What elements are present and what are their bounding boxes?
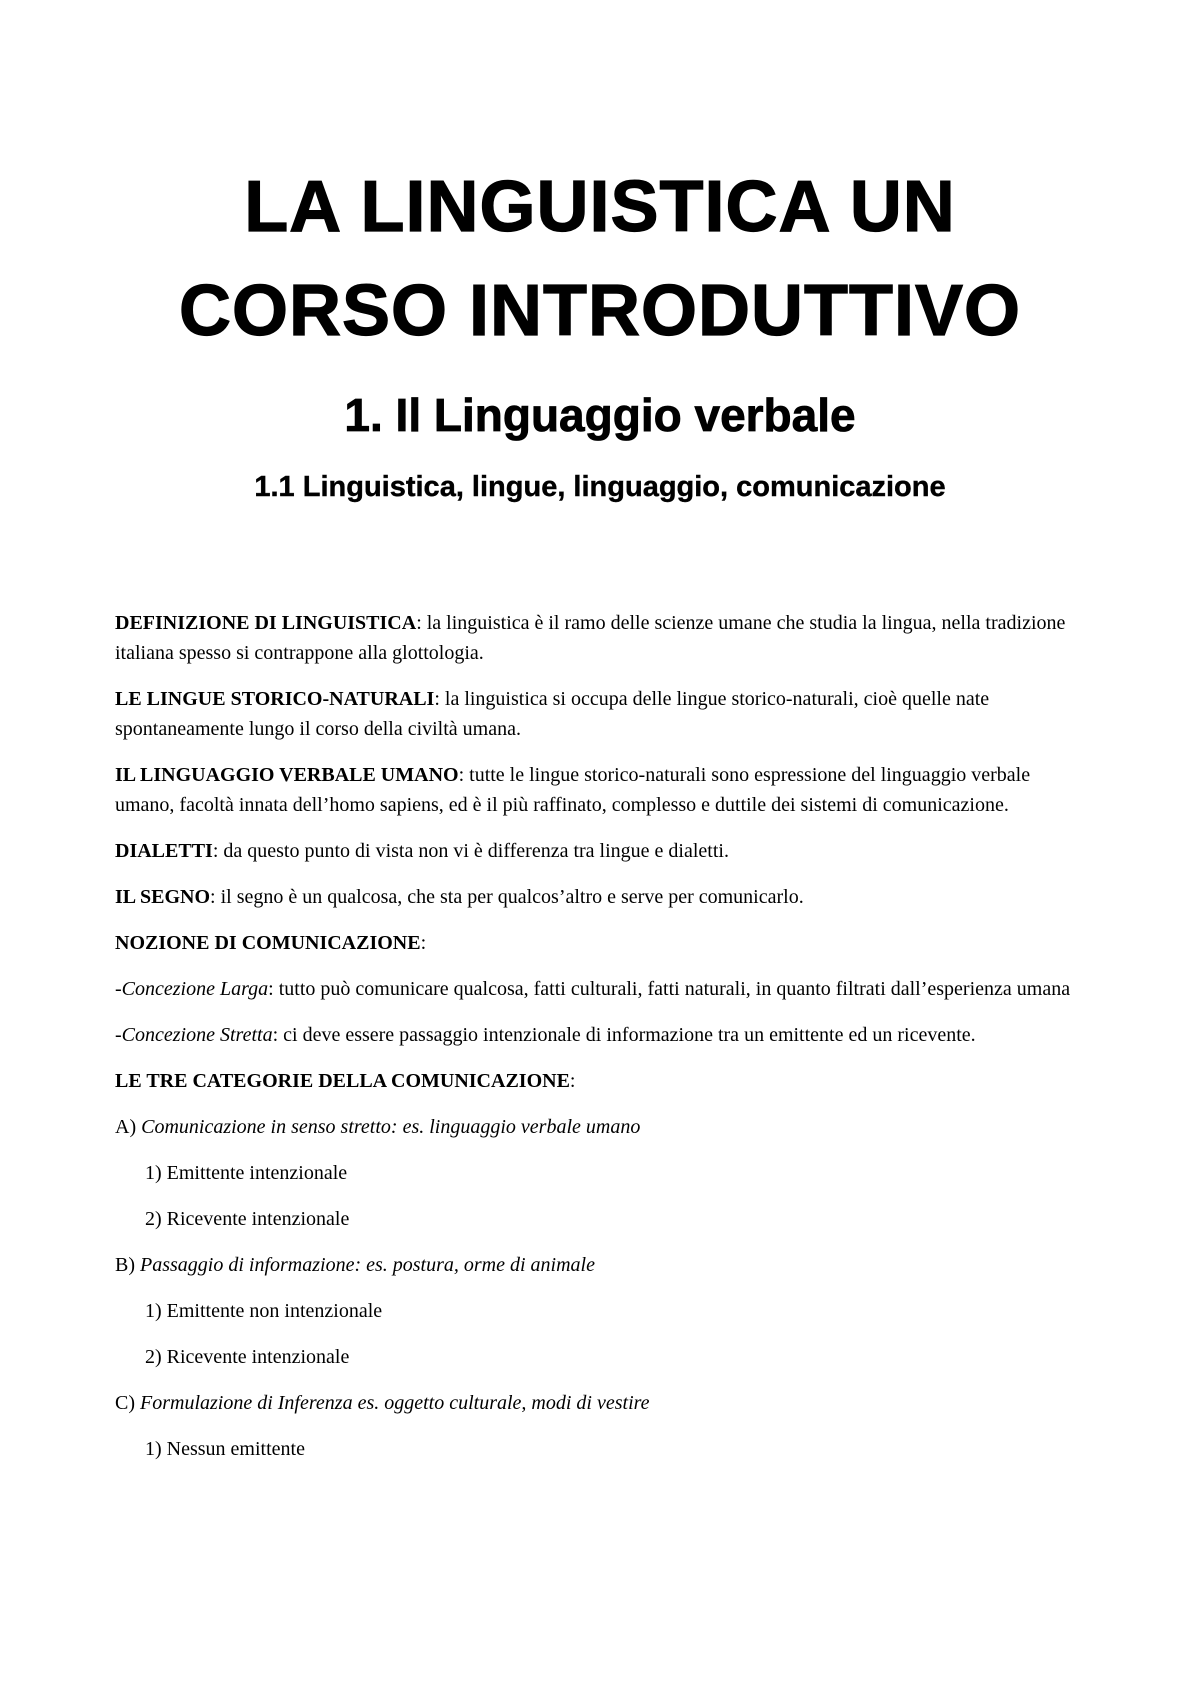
- term-stretta: Concezione Stretta: [121, 1024, 273, 1046]
- section-heading: 1.1 Linguistica, lingue, linguaggio, comunicazione: [254, 471, 946, 503]
- text-segno: : il segno è un qualcosa, che sta per qualcos’altro e serve per comunicarlo.: [210, 886, 804, 908]
- term-categorie: LE TRE CATEGORIE DELLA COMUNICAZIONE: [115, 1070, 570, 1092]
- category-c-label: Formulazione di Inferenza es. oggetto culturale, modi di vestire: [140, 1392, 650, 1414]
- text-definizione: : la linguistica è il ramo delle scienze umane che studia la lingua, nella tradizione italiana spesso si contrappone alla glottologia.: [115, 612, 1066, 664]
- paragraph-nozione: [115, 928, 1090, 958]
- category-b-item-2: 2) Ricevente intenzionale: [145, 1346, 350, 1368]
- paragraph-definizione: [115, 608, 1090, 668]
- category-b-letter: B): [115, 1254, 140, 1276]
- category-b: [115, 1250, 1090, 1280]
- title-block: [0, 155, 1200, 507]
- prefix-stretta: -: [115, 1024, 122, 1046]
- category-b-item-1: 1) Emittente non intenzionale: [145, 1300, 383, 1322]
- paragraph-lingue: [115, 684, 1090, 744]
- paragraph-segno: [115, 882, 1090, 912]
- category-a-item-2: 2) Ricevente intenzionale: [145, 1208, 350, 1230]
- category-c: [115, 1388, 1090, 1418]
- term-segno: IL SEGNO: [115, 886, 211, 908]
- paragraph-concezione-stretta: [115, 1020, 1090, 1050]
- paragraph-categorie: [115, 1066, 1090, 1096]
- paragraph-concezione-larga: [115, 974, 1090, 1004]
- category-a-item-1: 1) Emittente intenzionale: [145, 1162, 348, 1184]
- category-b-label: Passaggio di informazione: es. postura, orme di animale: [140, 1254, 595, 1276]
- text-linguaggio: : tutte le lingue storico-naturali sono espressione del linguaggio verbale umano, facoltà innata dell’homo sapiens, ed è il più raffinato, complesso e duttile dei sistemi di comunicazione.: [115, 764, 1031, 816]
- text-larga: : tutto può comunicare qualcosa, fatti culturali, fatti naturali, in quanto filtrati dall’esperienza umana: [268, 978, 1071, 1000]
- text-stretta: : ci deve essere passaggio intenzionale di informazione tra un emittente ed un ricevente.: [272, 1024, 976, 1046]
- text-dialetti: : da questo punto di vista non vi è differenza tra lingue e dialetti.: [212, 840, 729, 862]
- prefix-larga: -: [115, 978, 122, 1000]
- category-c-letter: C): [115, 1392, 140, 1414]
- term-lingue: LE LINGUE STORICO-NATURALI: [115, 688, 435, 710]
- text-nozione: :: [420, 932, 427, 954]
- document-title-line-1: LA LINGUISTICA UN: [244, 167, 956, 247]
- term-dialetti: DIALETTI: [115, 840, 213, 862]
- category-c-item-1: 1) Nessun emittente: [145, 1438, 305, 1460]
- term-larga: Concezione Larga: [121, 978, 269, 1000]
- term-nozione: NOZIONE DI COMUNICAZIONE: [115, 932, 421, 954]
- text-lingue: : la linguistica si occupa delle lingue storico-naturali, cioè quelle nate spontaneamente lungo il corso della civiltà umana.: [115, 688, 990, 740]
- document-title-line-2: CORSO INTRODUTTIVO: [179, 271, 1021, 351]
- chapter-heading: 1. Il Linguaggio verbale: [344, 389, 856, 441]
- category-a-label: Comunicazione in senso stretto: es. linguaggio verbale umano: [141, 1116, 641, 1138]
- category-a: [115, 1112, 1090, 1142]
- text-categorie: :: [569, 1070, 576, 1092]
- paragraph-dialetti: [115, 836, 1090, 866]
- term-linguaggio: IL LINGUAGGIO VERBALE UMANO: [115, 764, 459, 786]
- body-text: [115, 608, 1090, 1480]
- paragraph-linguaggio: [115, 760, 1090, 820]
- term-definizione: DEFINIZIONE DI LINGUISTICA: [115, 612, 417, 634]
- category-a-letter: A): [115, 1116, 142, 1138]
